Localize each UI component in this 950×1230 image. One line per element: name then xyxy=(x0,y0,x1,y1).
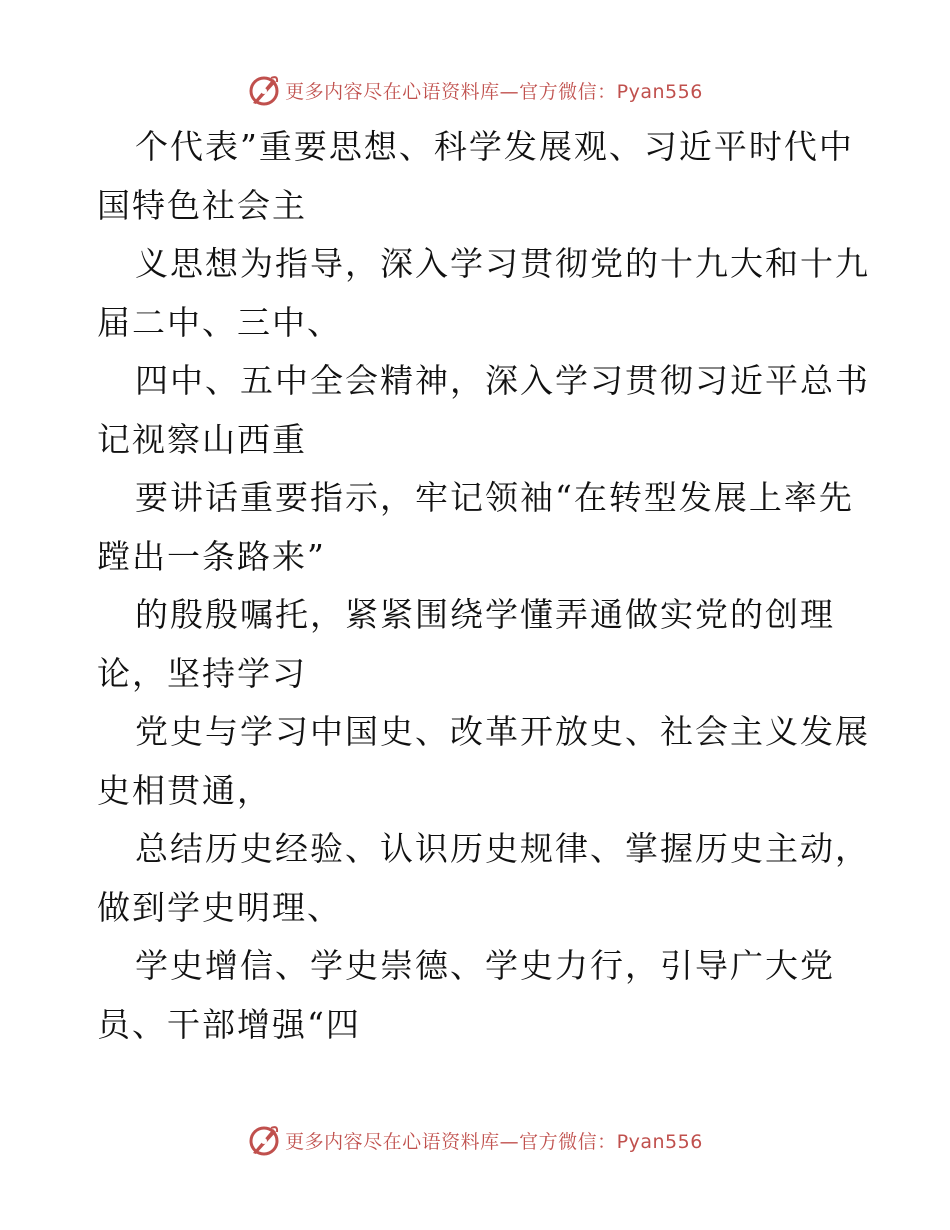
body-text-line: 总结历史经验、认识历史规律、掌握历史主动， xyxy=(135,829,870,868)
body-text-line: 四中、五中全会精神，深入学习贯彻习近平总书 xyxy=(135,361,870,400)
footer-watermark-text: 更多内容尽在心语资料库—官方微信：Pyan556 xyxy=(285,1130,703,1153)
document-body xyxy=(97,118,870,1054)
body-text-line: 学史增信、学史崇德、学史力行，引导广大党 xyxy=(135,946,835,985)
body-text-line: 史相贯通， xyxy=(97,770,272,810)
body-text-line: 做到学史明理、 xyxy=(97,887,342,927)
body-text-line: 义思想为指导，深入学习贯彻党的十九大和十九 xyxy=(135,244,870,283)
body-text-line: 要讲话重要指示，牢记领袖“在转型发展上率先 xyxy=(135,478,854,517)
body-text-line: 国特色社会主 xyxy=(97,185,307,225)
body-text-line: 个代表”重要思想、科学发展观、习近平时代中 xyxy=(135,127,854,166)
body-text-line: 届二中、三中、 xyxy=(97,302,342,342)
body-text-line: 记视察山西重 xyxy=(97,419,307,459)
quill-pen-circle-icon xyxy=(247,1123,281,1157)
body-text-line: 蹚出一条路来” xyxy=(97,536,326,576)
body-text-line: 的殷殷嘱托，紧紧围绕学懂弄通做实党的创理 xyxy=(135,595,835,634)
body-text-line: 党史与学习中国史、改革开放史、社会主义发展 xyxy=(135,712,870,751)
body-text-line: 员、干部增强“四 xyxy=(97,1004,361,1044)
body-text-line: 论，坚持学习 xyxy=(97,653,307,693)
header-watermark-banner xyxy=(0,70,950,110)
quill-pen-circle-icon xyxy=(247,73,281,107)
header-watermark-text: 更多内容尽在心语资料库—官方微信：Pyan556 xyxy=(285,80,703,103)
footer-watermark-banner xyxy=(0,1120,950,1160)
